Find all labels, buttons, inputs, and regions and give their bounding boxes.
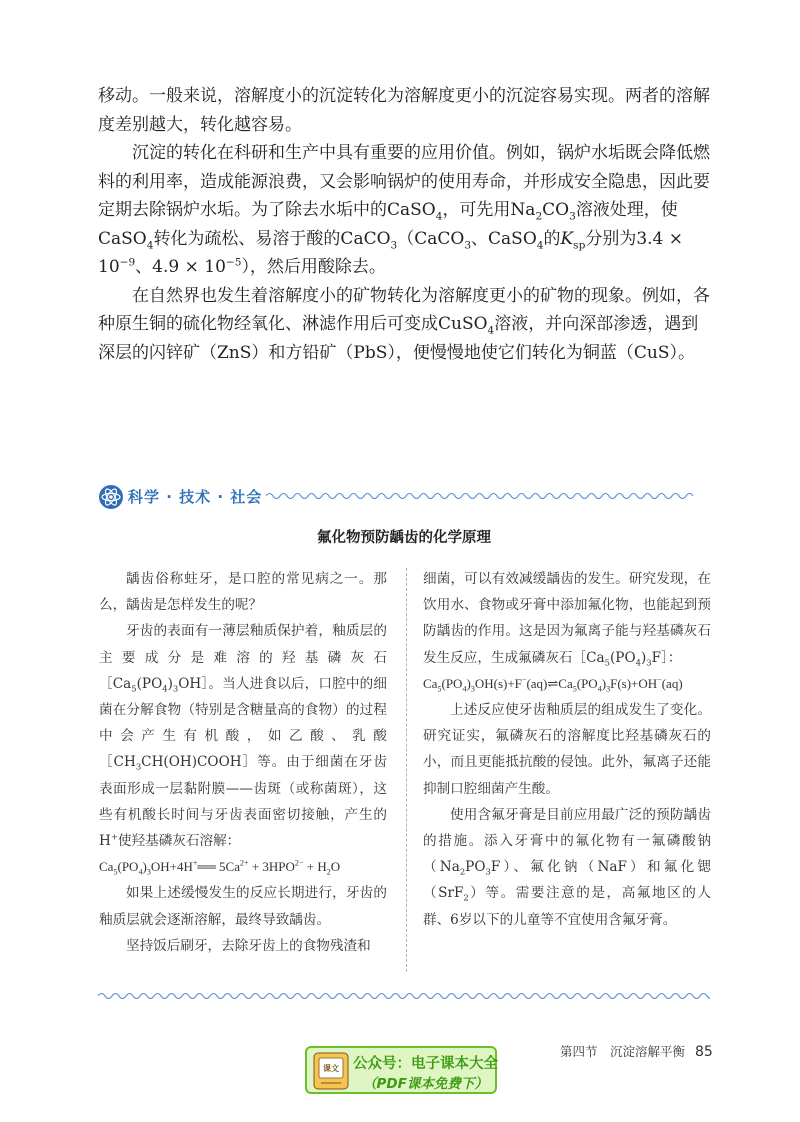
main-paragraph-3: 在自然界也发生着溶解度小的矿物转化为溶解度更小的矿物的现象。例如，各种原生铜的硫化物经氧化、淋滤作用后可变成CuSO$_4$溶液，并向深部渗透，遇到深层的闪锌矿（ZnS）和方铅矿（PbS），便慢慢地使它们转化为铜蓝（CuS）。 [98, 285, 710, 363]
main-paragraph-1: 移动。一般来说，溶解度小的沉淀转化为溶解度更小的沉淀容易实现。两者的溶解度差别越大，转化越容易。 [98, 86, 710, 135]
book-logo-icon [313, 1052, 349, 1090]
right-paragraph-1: 细菌，可以有效减缓龋齿的发生。研究发现，在饮用水、食物或牙膏中添加氟化物，也能起到预防龋齿的作用。这是因为氟离子能与羟基磷灰石发生反应，生成氟磷灰石$[Ca_5(PO_4)_3F]$： [423, 571, 711, 668]
stamp-line-1: 公众号：电子课本大全 [353, 1056, 498, 1072]
equation-fluorapatite: $Ca_5(PO_4)_3OH(s)+F^-(aq)\rightleftharpoons Ca_5(PO_4)_3F(s)+OH^-(aq)$ [423, 675, 683, 694]
svg-text:课文: 课文 [323, 1064, 339, 1073]
main-paragraph-2: 沉淀的转化在科研和生产中具有重要的应用价值。例如，锅炉水垢既会降低燃料的利用率，造成能源浪费，又会影响锅炉的使用寿命，并形成安全隐患，因此要定期去除锅炉水垢。为了除去水垢中的CaSO$_4$，可先用$Na_2CO_3$溶液处理，使CaSO$_4$转化为疏松、易溶于酸的CaCO$_3$（CaCO$_3$、CaSO$_4$的$K_{sp}$分别为$3.4 \times 10^{-9}$、$4.9 \times 10^{-5}$），然后用酸除去。 [98, 143, 710, 277]
right-paragraph-2: 上述反应使牙齿釉质层的组成发生了变化。研究证实，氟磷灰石的溶解度比羟基磷灰石的小，而且更能抵抗酸的侵蚀。此外，氟离子还能抑制口腔细菌产生酸。 [423, 702, 711, 797]
right-paragraph-3: 使用含氟牙膏是目前应用最广泛的预防龋齿的措施。添入牙膏中的氟化物有一氟磷酸钠$(Na_2PO_3F)$、氟化钠（NaF）和氟化锶（SrF$_2$）等。需要注意的是，高氟地区的人群、6岁以下的儿童等不宜使用含氟牙膏。 [423, 806, 712, 928]
footer-section-title: 第四节 沉淀溶解平衡 [560, 1044, 686, 1059]
article-left-column [99, 566, 387, 959]
equation-dissolution: $Ca_5(PO_4)_3OH+4H^+══$ $5Ca^{2+} + 3HPO^{2-} + H_2O$ [99, 858, 341, 877]
section-banner [98, 482, 710, 514]
main-text [98, 82, 710, 367]
page-footer [560, 1042, 713, 1060]
left-paragraph-2: 牙齿的表面有一薄层釉质保护着，釉质层的主要成分是难溶的羟基磷灰石$[Ca_5(PO_4)_3OH]$。当人进食以后，口腔中的细菌在分解食物（特别是含糖量高的食物）的过程中会产生有机酸，如乙酸、乳酸$[CH_3CH(OH)COOH]$等。由于细菌在牙齿表面形成一层黏附膜——齿斑（或称菌斑），这些有机酸长时间与牙齿表面密切接触，产生的H+使羟基磷灰石溶解： [99, 623, 388, 850]
atom-icon [98, 484, 124, 510]
section-title: 科学 · 技术 · 社会 [128, 488, 263, 506]
left-paragraph-4: 坚持饭后刷牙，去除牙齿上的食物残渣和 [126, 937, 371, 954]
stamp-line-2: （PDF课本免费下） [363, 1076, 488, 1092]
column-divider [406, 568, 407, 972]
wave-divider [266, 490, 710, 502]
page-number: 85 [695, 1044, 713, 1060]
left-paragraph-1: 龋齿俗称蛀牙，是口腔的常见病之一。那么，龋齿是怎样发生的呢？ [99, 571, 387, 614]
left-paragraph-3: 如果上述缓慢发生的反应长期进行，牙齿的釉质层就会逐渐溶解，最终导致龋齿。 [99, 885, 387, 928]
bottom-wave-divider [98, 990, 710, 1002]
article-right-column [423, 566, 711, 933]
watermark-stamp [305, 1046, 497, 1094]
article-title: 氟化物预防龋齿的化学原理 [317, 530, 491, 546]
